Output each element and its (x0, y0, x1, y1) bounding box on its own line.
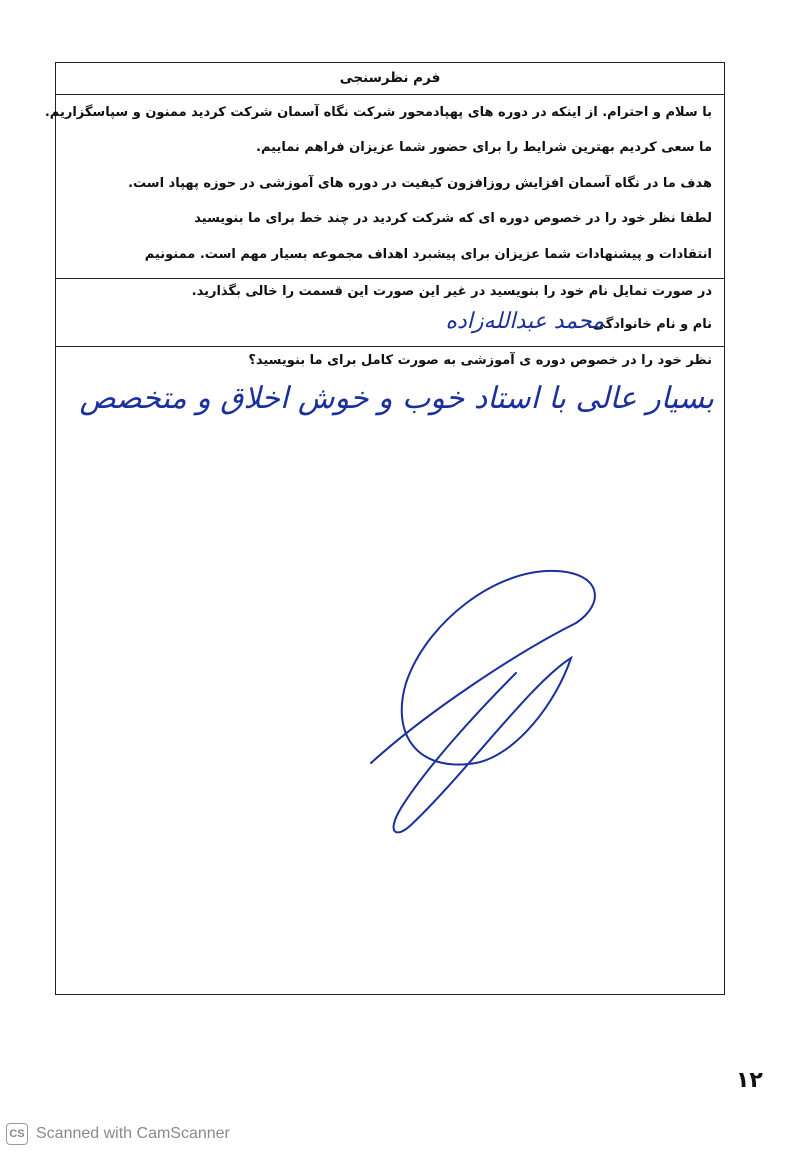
intro-line: هدف ما در نگاه آسمان افزایش روزافزون کیفیت در دوره های آموزشی در حوزه پهپاد است. (128, 176, 712, 191)
signature-scribble (356, 563, 616, 843)
handwritten-answer: بسیار عالی با استاد خوب و خوش اخلاق و متخصص (79, 381, 714, 416)
intro-section (44, 95, 724, 279)
page-number: ۱۲ (736, 1068, 763, 1093)
handwritten-name: محمد عبدالله‌زاده (445, 309, 604, 334)
intro-line: انتقادات و پیشنهادات شما عزیزان برای پیشبرد اهداف مجموعه بسیار مهم است. ممنونیم (144, 247, 712, 262)
name-label: نام و نام خانوادگی: (587, 317, 712, 332)
camscanner-watermark (6, 1122, 230, 1146)
name-instruction: در صورت تمایل نام خود را بنویسید در غیر این صورت این قسمت را خالی بگذارید. (191, 284, 712, 299)
intro-line: لطفا نظر خود را در خصوص دوره ای که شرکت کردید در چند خط برای ما بنویسید (194, 211, 712, 226)
intro-line: با سلام و احترام. از اینکه در دوره های پهپادمحور شرکت نگاه آسمان شرکت کردید ممنون و سپاسگزاریم. (44, 105, 712, 120)
form-title: فرم نظرسنجی (339, 70, 441, 86)
camscanner-text: Scanned with CamScanner (36, 1125, 230, 1142)
intro-line: ما سعی کردیم بهترین شرایط را برای حضور شما عزیزان فراهم نماییم. (256, 140, 712, 155)
survey-form (44, 62, 725, 995)
camscanner-logo: CS (6, 1123, 28, 1145)
question-text: نظر خود را در خصوص دوره ی آموزشی به صورت کامل برای ما بنویسید؟ (248, 353, 712, 368)
form-title-row (56, 63, 724, 95)
name-section (56, 279, 724, 347)
